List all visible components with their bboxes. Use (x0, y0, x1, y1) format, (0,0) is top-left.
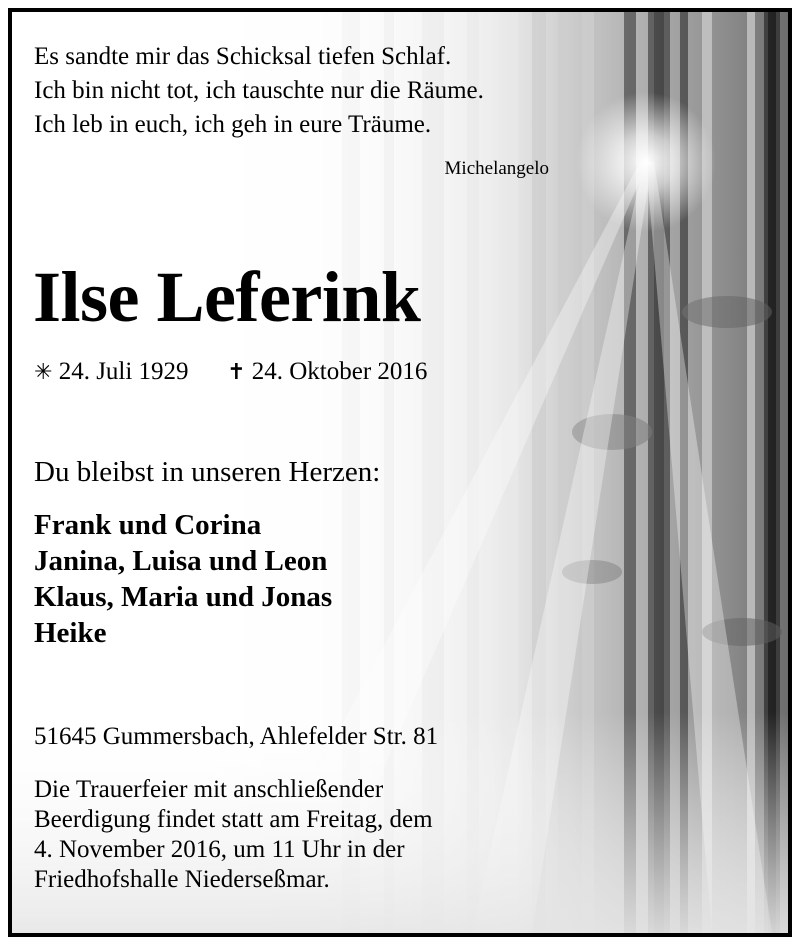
funeral-details (34, 775, 433, 895)
poem-quote (34, 40, 484, 142)
death-date: 24. Oktober 2016 (251, 358, 428, 385)
poem-line: Ich bin nicht tot, ich tauschte nur die Räume. (34, 77, 484, 104)
mourner-name: Janina, Luisa und Leon (34, 545, 328, 577)
funeral-line: Beerdigung findet statt am Freitag, dem (34, 806, 433, 833)
poem-line: Es sandte mir das Schicksal tiefen Schlaf. (34, 43, 452, 70)
mourners-list (34, 507, 332, 651)
obituary-notice (8, 8, 792, 937)
funeral-line: Die Trauerfeier mit anschließender (34, 776, 384, 803)
mourner-name: Heike (34, 617, 107, 649)
poem-author: Michelangelo (444, 158, 549, 179)
deceased-name: Ilse Leferink (33, 257, 421, 337)
birth-date: 24. Juli 1929 (58, 358, 189, 385)
funeral-line: 4. November 2016, um 11 Uhr in der (34, 836, 405, 863)
mourner-name: Frank und Corina (34, 509, 262, 541)
birth-star-icon: ✳ (34, 359, 53, 384)
poem-line: Ich leb in euch, ich geh in eure Träume. (34, 111, 432, 138)
family-address: 51645 Gummersbach, Ahlefelder Str. 81 (34, 723, 439, 750)
life-dates (34, 357, 427, 387)
mourners-intro: Du bleibst in unseren Herzen: (34, 456, 381, 488)
funeral-line: Friedhofshalle Niederseßmar. (34, 866, 330, 893)
mourner-name: Klaus, Maria und Jonas (34, 581, 333, 613)
death-cross-icon: ✝ (227, 359, 246, 384)
